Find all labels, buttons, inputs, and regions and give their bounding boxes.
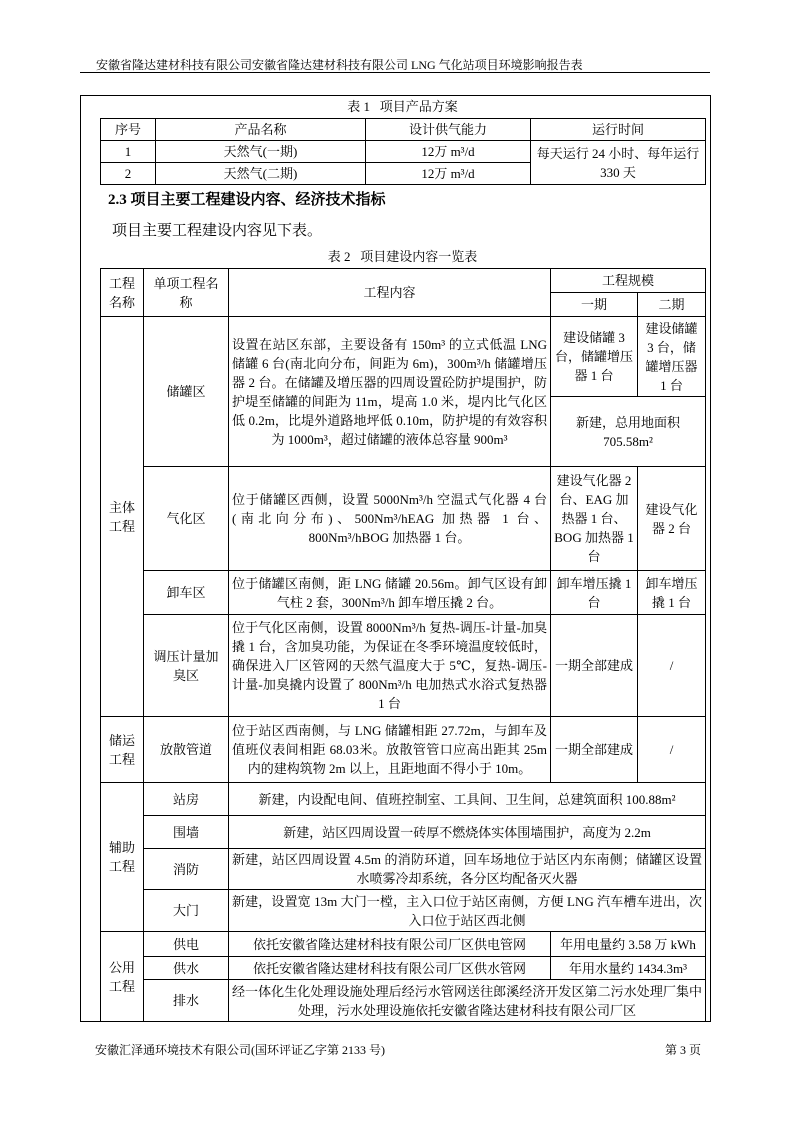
vent-pipe-content: 位于站区西南侧，与 LNG 储罐相距 27.72m，与卸车及值班仪表间相距 68.03米。放散管管口应高出距其 25m 内的建构筑物 2m 以上，且距地面不得小于 10m。 bbox=[229, 717, 551, 783]
table2-header-phase1: 一期 bbox=[551, 293, 638, 317]
table-row bbox=[101, 783, 706, 816]
running-header: 安徽省隆达建材科技有限公司安徽省隆达建材科技有限公司 LNG 气化站项目环境影响报告表 bbox=[96, 58, 583, 72]
section-heading: 2.3 项目主要工程建设内容、经济技术指标 bbox=[108, 192, 386, 208]
table1-header-run-time: 运行时间 bbox=[531, 119, 706, 141]
power-supply-scale: 年用电量约 3.58 万 kWh bbox=[551, 932, 706, 957]
table-row bbox=[101, 957, 706, 980]
table1-row2-product: 天然气(二期) bbox=[156, 163, 366, 185]
tank-area-phase1: 建设储罐 3 台，储罐增压器 1 台 bbox=[551, 317, 638, 397]
tank-area-total: 新建，总用地面积 705.58m² bbox=[551, 397, 706, 467]
vent-pipe-phase1: 一期全部建成 bbox=[551, 717, 638, 783]
fire-protection-name: 消防 bbox=[144, 849, 229, 890]
table-row bbox=[101, 980, 706, 1022]
table1-header-capacity: 设计供气能力 bbox=[366, 119, 531, 141]
vent-pipe-phase2: / bbox=[638, 717, 706, 783]
category-storage-transport: 储运工程 bbox=[101, 717, 144, 783]
table1-run-time: 每天运行 24 小时、每年运行 330 天 bbox=[531, 141, 706, 185]
gasification-area-phase1: 建设气化器 2 台、EAG 加热器 1 台、BOG 加热器 1 台 bbox=[551, 467, 638, 571]
gate-name: 大门 bbox=[144, 890, 229, 932]
gasification-area-name: 气化区 bbox=[144, 467, 229, 571]
drainage-content: 经一体化生化处理设施处理后经污水管网送往郎溪经济开发区第二污水处理厂集中处理，污水处理设施依托安徽省隆达建材科技有限公司厂区 bbox=[229, 980, 706, 1022]
footer-page-number: 第 3 页 bbox=[665, 1043, 702, 1057]
unloading-area-name: 卸车区 bbox=[144, 571, 229, 615]
table1-caption: 表 1 项目产品方案 bbox=[347, 99, 458, 114]
water-supply-name: 供水 bbox=[144, 957, 229, 980]
table2-caption: 表 2 项目建设内容一览表 bbox=[327, 249, 478, 264]
enclosure-wall-name: 围墙 bbox=[144, 816, 229, 849]
table-row bbox=[101, 571, 706, 615]
regulating-area-phase2: / bbox=[638, 615, 706, 717]
table-row bbox=[101, 615, 706, 717]
table-row bbox=[101, 816, 706, 849]
gasification-area-content: 位于储罐区西侧，设置 5000Nm³/h 空温式气化器 4 台(南北向分布)、500Nm³/hEAG 加热器 1 台、800Nm³/hBOG 加热器 1 台。 bbox=[229, 467, 551, 571]
fire-protection-content: 新建，站区四周设置 4.5m 的消防环道，回车场地位于站区内东南侧；储罐区设置水喷雾冷却系统，各分区均配备灭火器 bbox=[229, 849, 706, 890]
category-main-works: 主体工程 bbox=[101, 317, 144, 717]
regulating-area-content: 位于气化区南侧，设置 8000Nm³/h 复热-调压-计量-加臭撬 1 台，含加臭功能，为保证在冬季环境温度较低时，确保进入厂区管网的天然气温度大于 5℃，复热-调压-计量-加臭撬内设置了 800Nm³/h 电加热式水浴式复热器 1 台 bbox=[229, 615, 551, 717]
table-row bbox=[101, 890, 706, 932]
drainage-name: 排水 bbox=[144, 980, 229, 1022]
gasification-area-phase2: 建设气化器 2 台 bbox=[638, 467, 706, 571]
table2-header-content: 工程内容 bbox=[229, 269, 551, 317]
footer-company: 安徽汇泽通环境技术有限公司(国环评证乙字第 2133 号) bbox=[95, 1043, 385, 1057]
category-auxiliary: 辅助工程 bbox=[101, 783, 144, 932]
table2-header-category: 工程名称 bbox=[101, 269, 144, 317]
water-supply-scale: 年用水量约 1434.3m³ bbox=[551, 957, 706, 980]
water-supply-content: 依托安徽省隆达建材科技有限公司厂区供水管网 bbox=[229, 957, 551, 980]
enclosure-wall-content: 新建，站区四周设置一砖厚不燃烧体实体围墙围护，高度为 2.2m bbox=[229, 816, 706, 849]
gate-content: 新建，设置宽 13m 大门一樘，主入口位于站区南侧，方便 LNG 汽车槽车进出，次入口位于站区西北侧 bbox=[229, 890, 706, 932]
table-row bbox=[101, 317, 706, 397]
table1-header-product: 产品名称 bbox=[156, 119, 366, 141]
section-intro: 项目主要工程建设内容见下表。 bbox=[112, 223, 323, 239]
tank-area-content: 设置在站区东部，主要设备有 150m³ 的立式低温 LNG 储罐 6 台(南北向分布，间距为 6m)，300m³/h 储罐增压器 2 台。在储罐及增压器的四周设置砼防护堤围护，防护堤至储罐的间距为 11m，堤高 1.0 米，堤内比气化区低 0.2m，比堤外道路地坪低 0.10m，防护堤的有效容积为 1000m³，超过储罐的液体总容量 900m³ bbox=[229, 317, 551, 467]
table2-header-row bbox=[101, 269, 706, 293]
unloading-area-phase2: 卸车增压撬 1 台 bbox=[638, 571, 706, 615]
station-house-content: 新建，内设配电间、值班控制室、工具间、卫生间，总建筑面积 100.88m² bbox=[229, 783, 706, 816]
table1-row2-capacity: 12万 m³/d bbox=[366, 163, 531, 185]
regulating-area-phase1: 一期全部建成 bbox=[551, 615, 638, 717]
table-row bbox=[101, 849, 706, 890]
table1-header-row bbox=[101, 119, 706, 141]
power-supply-name: 供电 bbox=[144, 932, 229, 957]
construction-content-table bbox=[100, 268, 706, 1022]
table2-header-phase2: 二期 bbox=[638, 293, 706, 317]
table-row bbox=[101, 141, 706, 163]
table2-header-item: 单项工程名称 bbox=[144, 269, 229, 317]
table1-row2-no: 2 bbox=[101, 163, 156, 185]
table-row bbox=[101, 932, 706, 957]
table1-row1-capacity: 12万 m³/d bbox=[366, 141, 531, 163]
table1-header-no: 序号 bbox=[101, 119, 156, 141]
table-row bbox=[101, 717, 706, 783]
vent-pipe-name: 放散管道 bbox=[144, 717, 229, 783]
unloading-area-content: 位于储罐区南侧，距 LNG 储罐 20.56m。卸气区设有卸气柱 2 套，300Nm³/h 卸车增压撬 2 台。 bbox=[229, 571, 551, 615]
table-row bbox=[101, 467, 706, 571]
product-plan-table bbox=[100, 118, 706, 185]
table2-header-scale: 工程规模 bbox=[551, 269, 706, 293]
header-rule bbox=[80, 72, 710, 73]
tank-area-name: 储罐区 bbox=[144, 317, 229, 467]
regulating-area-name: 调压计量加臭区 bbox=[144, 615, 229, 717]
unloading-area-phase1: 卸车增压撬 1 台 bbox=[551, 571, 638, 615]
table1-row1-no: 1 bbox=[101, 141, 156, 163]
power-supply-content: 依托安徽省隆达建材科技有限公司厂区供电管网 bbox=[229, 932, 551, 957]
table1-row1-product: 天然气(一期) bbox=[156, 141, 366, 163]
station-house-name: 站房 bbox=[144, 783, 229, 816]
category-utility: 公用工程 bbox=[101, 932, 144, 1022]
tank-area-phase2: 建设储罐 3 台，储罐增压器 1 台 bbox=[638, 317, 706, 397]
